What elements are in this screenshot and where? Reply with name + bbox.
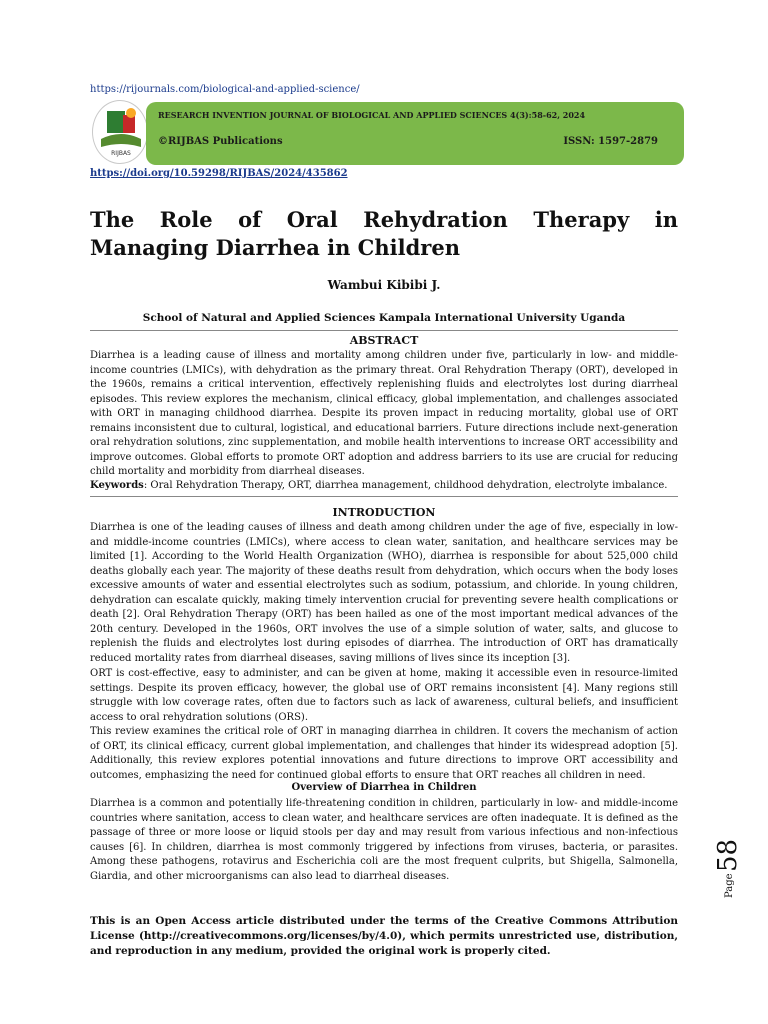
keywords-list: : Oral Rehydration Therapy, ORT, diarrhea management, childhood dehydration, electrolyte imbalance. [143,480,668,491]
overview-paragraph-1: Diarrhea is a common and potentially life-threatening condition in children, particularly in low- and middle-income countries where sanitation, access to clean water, and healthcare services are often inadequate. It is defined as the passage of three or more loose or liquid stools per day and may result from various infectious and non-infectious causes [6]. In children, diarrhea is most commonly triggered by infections from viruses, bacteria, or parasites. Among these pathogens, rotavirus and Escherichia coli are the most frequent culprits, but Shigella, Salmonella, Giardia, and other microorganisms can also lead to diarrheal diseases. [90,798,678,882]
introduction-heading: INTRODUCTION [332,506,436,519]
journal-logo [92,100,148,164]
keywords [90,479,678,494]
divider-top [90,330,678,331]
page-number-value: 58 [713,838,740,872]
page-label: Page [724,873,735,898]
publisher: ©RIJBAS Publications [158,136,283,147]
keywords-label: Keywords [90,480,144,491]
license-notice: This is an Open Access article distributed under the terms of the Creative Commons Attribution License (http://creativecommons.org/licenses/by/4.0), which permits unrestricted use, distribution, and reproduction in any medium, provided the original work is properly cited. [90,915,678,957]
abstract-heading: ABSTRACT [349,334,419,347]
logo-text: RIJBAS [111,150,131,157]
overview-heading: Overview of Diarrhea in Children [291,782,477,793]
journal-url[interactable]: https://rijournals.com/biological-and-applied-science/ [90,84,360,95]
author-affiliation: School of Natural and Applied Sciences Kampala International University Uganda [142,312,626,324]
journal-name: RESEARCH INVENTION JOURNAL OF BIOLOGICAL AND APPLIED SCIENCES 4(3):58-62, 2024 [158,110,586,120]
divider-bottom [90,496,678,497]
article-title: The Role of Oral Rehydration Therapy in Managing Diarrhea in Children [90,207,678,260]
journal-banner [146,102,684,165]
issn: ISSN: 1597-2879 [563,136,658,147]
abstract-text: Diarrhea is a leading cause of illness and mortality among children under five, particularly in low- and middle-income countries (LMICs), with dehydration as the primary threat. Oral Rehydration Therapy (ORT), developed in the 1960s, remains a critical intervention, effectively replenishing fluids and electrolytes lost during diarrheal episodes. This review explores the mechanism, clinical efficacy, global implementation, and challenges associated with ORT in managing childhood diarrhea. Despite its proven impact in reducing mortality, global use of ORT remains inconsistent due to cultural, logistical, and educational barriers. Future directions include next-generation oral rehydration solutions, zinc supplementation, and mobile health interventions to increase ORT accessibility and improve outcomes. Global efforts to promote ORT adoption and address barriers to its use are crucial for reducing child mortality and morbidity from diarrheal diseases. [90,350,678,477]
introduction-paragraph-1: Diarrhea is one of the leading causes of illness and death among children under the age of five, especially in low- and middle-income countries (LMICs), where access to clean water, sanitation, and healthcare services may be limited [1]. According to the World Health Organization (WHO), diarrhea is responsible for about 525,000 child deaths globally each year. The majority of these deaths result from dehydration, which occurs when the body loses excessive amounts of water and essential electrolytes such as sodium, potassium, and chloride. In young children, dehydration can escalate quickly, making timely intervention crucial for preventing severe health complications or death [2]. Oral Rehydration Therapy (ORT) has been hailed as one of the most important medical advances of the 20th century. Developed in the 1960s, ORT involves the use of a simple solution of water, salts, and glucose to replenish the fluids and electrolytes lost during episodes of diarrhea. The introduction of ORT has dramatically reduced mortality rates from diarrheal diseases, saving millions of lives since its inception [3]. [90,522,678,664]
author-name: Wambui Kibibi J. [327,278,441,292]
introduction-paragraph-3: This review examines the critical role of ORT in managing diarrhea in children. It covers the mechanism of action of ORT, its clinical efficacy, current global implementation, and challenges that hinder its widespread adoption [5]. Additionally, this review explores potential innovations and future directions to improve ORT accessibility and outcomes, emphasizing the need for continued global efforts to ensure that ORT reaches all children in need. [90,726,678,781]
logo-graphic [93,101,148,164]
doi-link[interactable]: https://doi.org/10.59298/RIJBAS/2024/435862 [90,168,348,179]
introduction-paragraph-2: ORT is cost-effective, easy to administer, and can be given at home, making it accessible even in resource-limited settings. Despite its proven efficacy, however, the global use of ORT remains inconsistent [4]. Many regions still struggle with low coverage rates, often due to factors such as lack of awareness, cultural beliefs, and insufficient access to oral rehydration solutions (ORS). [90,668,678,723]
page-number [700,830,740,900]
